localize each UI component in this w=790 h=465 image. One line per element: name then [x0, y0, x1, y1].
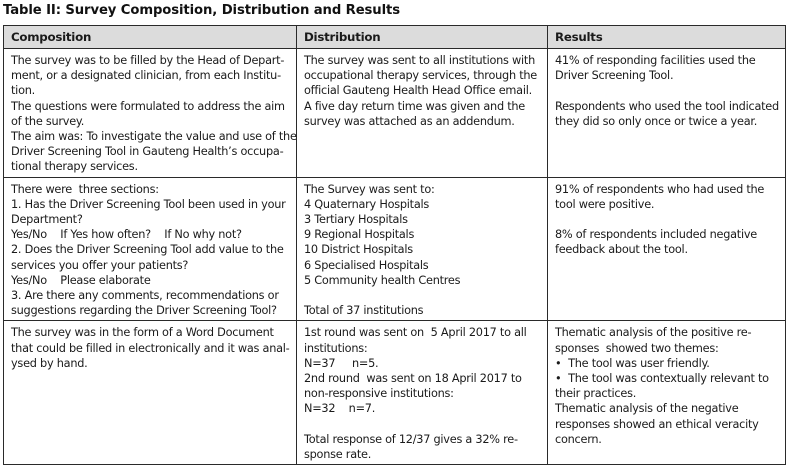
cell-text-line: services you offer your patients?	[11, 258, 189, 272]
cell-text-line: N=32 n=7.	[304, 402, 376, 416]
cell-text-line: Total of 37 institutions	[304, 304, 424, 318]
cell-text-line: 6 Specialised Hospitals	[304, 258, 429, 272]
cell-text-line: 1. Has the Driver Screening Tool been used in your	[11, 197, 286, 211]
paragraph-gap	[304, 288, 541, 303]
cell-text-line: non-responsive institutions:	[304, 387, 454, 401]
cell-distribution	[297, 177, 548, 321]
cell-text-line: Department?	[11, 213, 83, 227]
cell-text-line: of the survey.	[11, 114, 85, 128]
cell-text-line: Respondents who used the tool indicated	[555, 99, 779, 113]
cell-text-line: The aim was: To investigate the value and use of the	[11, 130, 297, 144]
cell-text-line: The Survey was sent to:	[304, 182, 435, 196]
column-header-distribution: Distribution	[297, 26, 548, 49]
cell-text-line: sponse rate.	[304, 448, 372, 462]
cell-text-line: 91% of respondents who had used the	[555, 182, 765, 196]
cell-text-line: tional therapy services.	[11, 160, 138, 174]
cell-text-line: they did so only once or twice a year.	[555, 114, 758, 128]
cell-text-line: • The tool was user friendly.	[555, 356, 710, 370]
cell-text-line: ment, or a designated clinician, from each Institu-	[11, 69, 281, 83]
cell-text-line: The survey was to be filled by the Head of Depart-	[11, 54, 285, 67]
cell-text-line: sponses showed two themes:	[555, 341, 719, 355]
cell-results	[548, 321, 786, 465]
cell-text-line: The questions were formulated to address the aim	[11, 99, 285, 113]
cell-text-line: There were three sections:	[11, 182, 159, 196]
paragraph-gap	[555, 212, 779, 227]
cell-text-line: 3 Tertiary Hospitals	[304, 213, 408, 227]
cell-distribution	[297, 321, 548, 465]
cell-text-line: The survey was sent to all institutions with	[304, 54, 536, 67]
cell-results	[548, 177, 786, 321]
cell-composition	[4, 49, 297, 178]
cell-composition	[4, 321, 297, 465]
table-caption: Table II: Survey Composition, Distribution and Results	[3, 3, 400, 18]
cell-text-line: 5 Community health Centres	[304, 273, 461, 287]
cell-composition	[4, 177, 297, 321]
cell-text-line: tool were positive.	[555, 197, 655, 211]
cell-text-line: 9 Regional Hospitals	[304, 228, 415, 242]
cell-text-line: official Gauteng Health Head Office email.	[304, 84, 532, 98]
cell-text-line: 3. Are there any comments, recommendations or	[11, 289, 279, 303]
cell-text-line: their practices.	[555, 387, 637, 401]
cell-text-line: 41% of responding facilities used the	[555, 54, 756, 67]
table-header-row	[4, 26, 786, 49]
cell-text-line: suggestions regarding the Driver Screening Tool?	[11, 304, 277, 318]
survey-table	[3, 25, 786, 465]
table-row	[4, 49, 786, 178]
cell-text-line: concern.	[555, 432, 602, 446]
cell-text-line: 2nd round was sent on 18 April 2017 to	[304, 372, 522, 386]
column-header-composition: Composition	[4, 26, 297, 49]
cell-text-line: • The tool was contextually relevant to	[555, 372, 769, 386]
table-row	[4, 321, 786, 465]
cell-text-line: Yes/No If Yes how often? If No why not?	[11, 228, 242, 242]
cell-text-line: tion.	[11, 84, 35, 98]
cell-text-line: A five day return time was given and the	[304, 99, 525, 113]
cell-text-line: 2. Does the Driver Screening Tool add value to the	[11, 243, 284, 257]
cell-text-line: N=37 n=5.	[304, 356, 379, 370]
cell-text-line: feedback about the tool.	[555, 243, 688, 257]
cell-text-line: Yes/No Please elaborate	[11, 273, 151, 287]
cell-text-line: Thematic analysis of the negative	[555, 402, 739, 416]
cell-distribution	[297, 49, 548, 178]
cell-text-line: 1st round was sent on 5 April 2017 to all	[304, 326, 527, 340]
cell-text-line: ysed by hand.	[11, 356, 88, 370]
table-row	[4, 177, 786, 321]
cell-text-line: 4 Quaternary Hospitals	[304, 197, 430, 211]
paragraph-gap	[304, 417, 541, 432]
column-header-results: Results	[548, 26, 786, 49]
paragraph-gap	[555, 83, 779, 98]
cell-text-line: survey was attached as an addendum.	[304, 114, 515, 128]
cell-text-line: responses showed an ethical veracity	[555, 417, 759, 431]
cell-results	[548, 49, 786, 178]
cell-text-line: occupational therapy services, through the	[304, 69, 537, 83]
cell-text-line: Thematic analysis of the positive re-	[555, 326, 752, 340]
cell-text-line: 8% of respondents included negative	[555, 228, 758, 242]
cell-text-line: Total response of 12/37 gives a 32% re-	[304, 432, 518, 446]
cell-text-line: institutions:	[304, 341, 368, 355]
cell-text-line: Driver Screening Tool.	[555, 69, 674, 83]
cell-text-line: 10 District Hospitals	[304, 243, 413, 257]
cell-text-line: that could be filled in electronically and it was anal-	[11, 341, 290, 355]
cell-text-line: Driver Screening Tool in Gauteng Health’s occupa-	[11, 145, 284, 159]
cell-text-line: The survey was in the form of a Word Document	[11, 326, 274, 340]
